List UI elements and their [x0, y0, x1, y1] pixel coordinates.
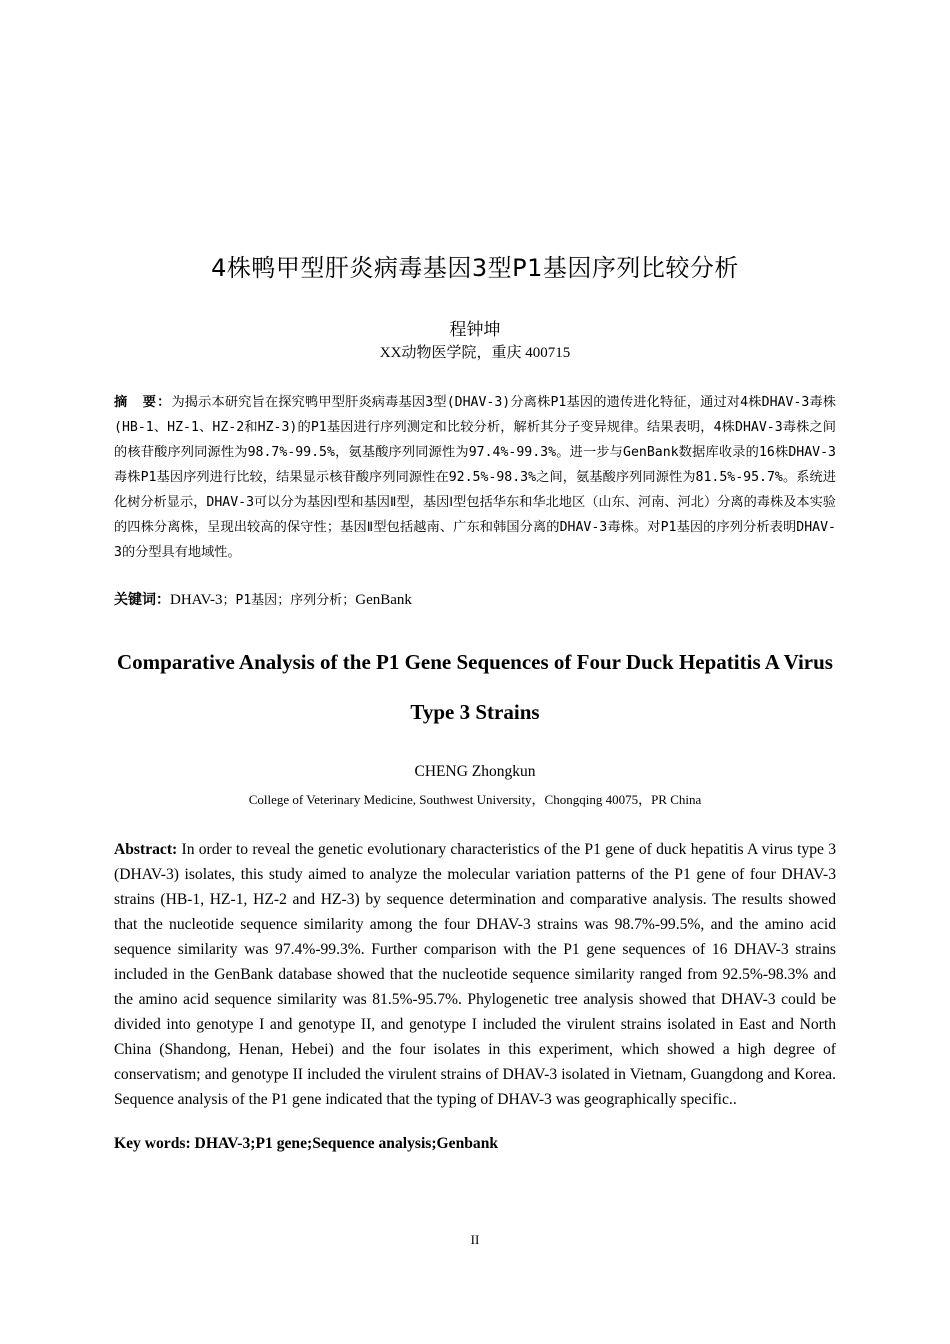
chinese-keyword: P1基因	[235, 593, 278, 608]
chinese-keyword: GenBank	[355, 592, 412, 608]
keyword-separator: ；	[222, 593, 236, 608]
english-author: CHENG Zhongkun	[414, 763, 536, 780]
chinese-keywords	[114, 589, 836, 609]
keyword-separator: ；	[277, 593, 291, 608]
chinese-keyword: DHAV-3	[170, 592, 223, 608]
english-affiliation: College of Veterinary Medicine, Southwest University，Chongqing 40075，PR China	[248, 792, 702, 807]
chinese-affiliation: XX动物医学院，重庆 400715	[379, 345, 571, 361]
chinese-abstract	[114, 390, 836, 565]
chinese-author: 程钟坤	[449, 320, 501, 339]
chinese-keyword: 序列分析	[290, 593, 343, 608]
chinese-abstract-label: 摘 要：	[114, 395, 172, 410]
english-title: Comparative Analysis of the P1 Gene Sequences of Four Duck Hepatitis A Virus Type 3 Strains	[117, 650, 833, 724]
chinese-title: 4株鸭甲型肝炎病毒基因3型P1基因序列比较分析	[211, 254, 739, 282]
page-number: II	[470, 1232, 480, 1247]
chinese-keywords-label: 关键词：	[114, 592, 170, 608]
chinese-abstract-text: 为揭示本研究旨在探究鸭甲型肝炎病毒基因3型(DHAV-3)分离株P1基因的遗传进化特征，通过对4株DHAV-3毒株(HB-1、HZ-1、HZ-2和HZ-3)的P1基因进行序列测定和比较分析，解析其分子变异规律。结果表明，4株DHAV-3毒株之间的核苷酸序列同源性为98.7%-99.5%，氨基酸序列同源性为97.4%-99.3%。进一步与GenBank数据库收录的16株DHAV-3毒株P1基因序列进行比较，结果显示核苷酸序列同源性在92.5%-98.3%之间，氨基酸序列同源性为81.5%-95.7%。系统进化树分析显示，DHAV-3可以分为基因Ⅰ型和基因Ⅱ型，基因Ⅰ型包括华东和华北地区（山东、河南、河北）分离的毒株及本实验的四株分离株，呈现出较高的保守性；基因Ⅱ型包括越南、广东和韩国分离的DHAV-3毒株。对P1基因的序列分析表明DHAV-3的分型具有地域性。	[114, 395, 836, 560]
english-abstract-text: In order to reveal the genetic evolutionary characteristics of the P1 gene of duck hepatitis A virus type 3 (DHAV-3) isolates, this study aimed to analyze the molecular variation patterns of the P1 gene of four DHAV-3 strains (HB-1, HZ-1, HZ-2 and HZ-3) by sequence determination and comparative analysis. The results showed that the nucleotide sequence similarity among the four DHAV-3 strains was 98.7%-99.5%, and the amino acid sequence similarity was 97.4%-99.3%. Further comparison with the P1 gene sequences of 16 DHAV-3 strains included in the GenBank database showed that the nucleotide sequence similarity ranged from 92.5%-98.3% and the amino acid sequence similarity was 81.5%-95.7%. Phylogenetic tree analysis showed that DHAV-3 could be divided into genotype I and genotype II, and genotype I included the virulent strains isolated in East and North China (Shandong, Henan, Hebei) and the four isolates in this experiment, which showed a high degree of conservatism; and genotype II included the virulent strains of DHAV-3 isolated in Vietnam, Guangdong and Korea. Sequence analysis of the P1 gene indicated that the typing of DHAV-3 was geographically specific..	[114, 841, 836, 1108]
english-keywords: Key words: DHAV-3;P1 gene;Sequence analysis;Genbank	[114, 1135, 499, 1152]
english-abstract	[114, 837, 836, 1112]
english-abstract-label: Abstract:	[114, 841, 178, 858]
keyword-separator: ；	[342, 593, 356, 608]
